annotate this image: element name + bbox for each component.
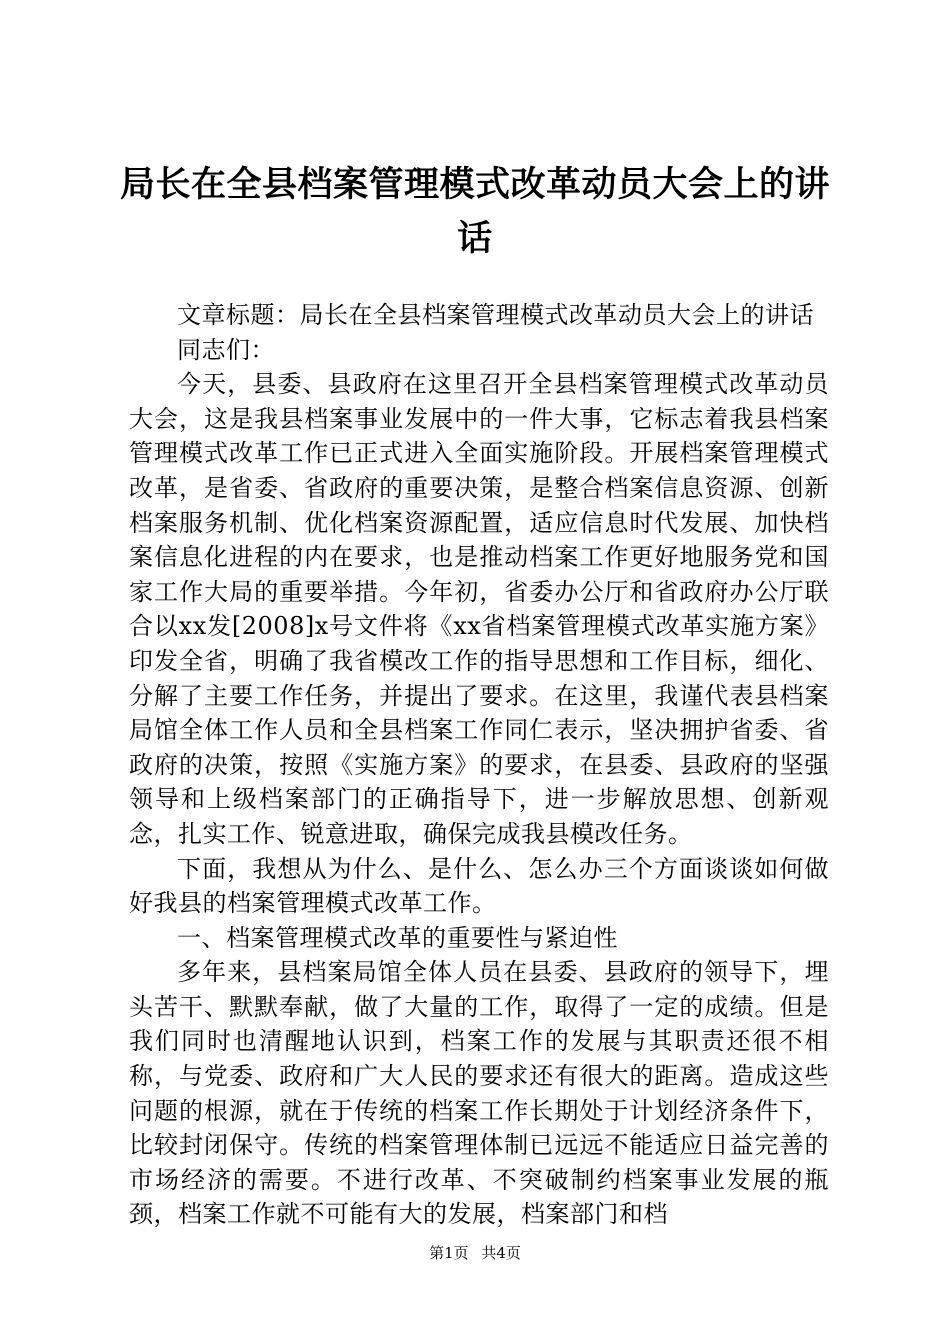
- document-body: [129, 298, 829, 1232]
- article-title-line: 文章标题：局长在全县档案管理模式改革动员大会上的讲话: [177, 301, 814, 329]
- page-total: 共4页: [481, 1244, 521, 1262]
- page-footer: [0, 1243, 950, 1263]
- document-title: 局长在全县档案管理模式改革动员大会上的讲话: [120, 165, 831, 259]
- salutation: 同志们：: [177, 335, 275, 364]
- paragraph-intro: 今天，县委、县政府在这里召开全县档案管理模式改革动员大会，这是我县档案事业发展中的一件大事，它标志着我县档案管理模式改革工作已正式进入全面实施阶段。开展档案管理模式改革，是省委、省政府的重要决策，是整合档案信息资源、创新档案服务机制、优化档案资源配置，适应信息时代发展、加快档案信息化进程的内在要求，也是推动档案工作更好地服务党和国家工作大局的重要举措。今年初，省委办公厅和省政府办公厅联合以xx发[2008]x号文件将《xx省档案管理模式改革实施方案》印发全省，明确了我省模改工作的指导思想和工作目标，细化、分解了主要工作任务，并提出了要求。在这里，我谨代表县档案局馆全体工作人员和全县档案工作同仁表示，坚决拥护省委、省政府的决策，按照《实施方案》的要求，在县委、县政府的坚强领导和上级档案部门的正确指导下，进一步解放思想、创新观念，扎实工作、锐意进取，确保完成我县模改任务。: [129, 370, 829, 848]
- section-heading-1: 一、档案管理模式改革的重要性与紧迫性: [177, 923, 618, 952]
- paragraph-section-1: 多年来，县档案局馆全体人员在县委、县政府的领导下，埋头苦干、默默奉献，做了大量的工作，取得了一定的成绩。但是我们同时也清醒地认识到，档案工作的发展与其职责还很不相称，与党委、政府和广大人民的要求还有很大的距离。造成这些问题的根源，就在于传统的档案工作长期处于计划经济条件下，比较封闭保守。传统的档案管理体制已远远不能适应日益完善的市场经济的需要。不进行改革、不突破制约档案事业发展的瓶颈，档案工作就不可能有大的发展，档案部门和档: [129, 958, 829, 1229]
- paragraph-outline: 下面，我想从为什么、是什么、怎么办三个方面谈谈如何做好我县的档案管理模式改革工作。: [129, 854, 829, 918]
- page-number: 第1页: [429, 1244, 469, 1262]
